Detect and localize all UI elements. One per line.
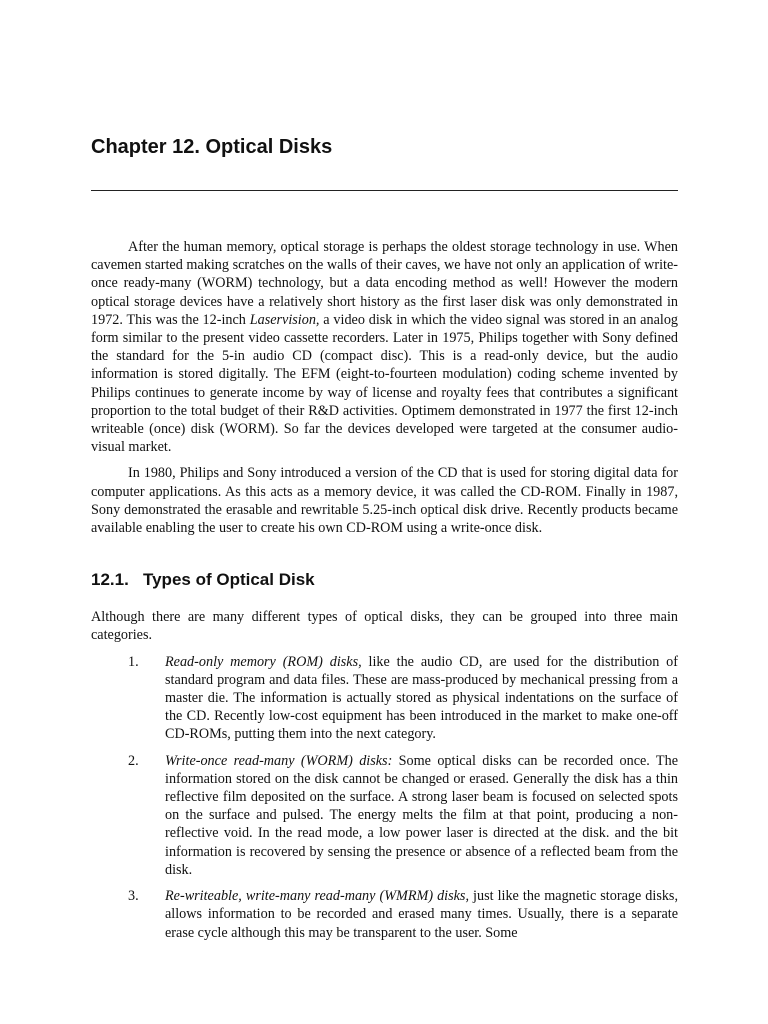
list-item-description: just like the magnetic storage disks, allows information to be recorded and erased many times. Usually, there is a separate erase cycle although this may be transparent to the user. Some xyxy=(165,888,679,941)
list-item-text xyxy=(165,887,678,942)
list-item-term: Read-only memory (ROM) disks, xyxy=(165,653,362,670)
title-divider xyxy=(91,190,678,191)
intro-text-part-1: After the human memory, optical storage is perhaps the oldest storage technology in use. When cavemen started making scratches on the walls of their caves, we have not only an application of write-once ready-many (WORM) technology, but a data encoding method as well! However the modern optical storage devices have a relatively short history as the first laser disk was only demonstrated in 1972. This was the 12-inch xyxy=(91,239,678,328)
list-item-description: like the audio CD, are used for the distribution of standard program and data files. These are mass-produced by mechanical pressing from a master die. The information is actually stored as physical indentations on the surface of the CD. Recently low-cost equipment has been introduced in the market to make one-off CD-ROMs, putting them into the next category. xyxy=(165,653,679,743)
intro-paragraph-1 xyxy=(91,238,678,456)
list-item-term: Write-once read-many (WORM) disks: xyxy=(165,752,393,769)
list-item-rom xyxy=(91,653,678,744)
list-number: 3. xyxy=(128,888,139,905)
list-number: 1. xyxy=(128,653,139,670)
section-lead-paragraph: Although there are many different types of optical disks, they can be grouped into three main categories. xyxy=(91,609,678,644)
list-item-text xyxy=(165,752,678,879)
document-body xyxy=(91,238,678,950)
list-item-description: Some optical disks can be recorded once. The information stored on the disk cannot be changed or erased. Generally the disk has a thin reflective film deposited on the surface. A strong laser beam is focused on selected spots on the surface and pulsed. The energy melts the film at that point, producing a non-reflective void. In the read mode, a low power laser is directed at the disk. and the bit information is recovered by sensing the presence or absence of a reflected beam from the disk. xyxy=(165,752,678,878)
disk-types-list xyxy=(91,653,678,942)
list-item-worm xyxy=(91,752,678,879)
list-item-term: Re-writeable, write-many read-many (WMRM) disks, xyxy=(165,888,470,905)
list-item-text xyxy=(165,653,678,744)
section-heading: 12.1. Types of Optical Disk xyxy=(91,570,315,590)
intro-paragraph-2: In 1980, Philips and Sony introduced a version of the CD that is used for storing digital data for computer applications. As this acts as a memory device, it was called the CD-ROM. Finally in 1987, Sony demonstrated the erasable and rewritable 5.25-inch optical disk drive. Recently products became available enabling the user to create his own CD-ROM using a write-once disk. xyxy=(91,465,678,537)
chapter-title: Chapter 12. Optical Disks xyxy=(91,136,333,158)
laservision-term: Laservision, xyxy=(249,311,320,328)
list-number: 2. xyxy=(128,752,139,769)
intro-text-part-2: a video disk in which the video signal was stored in an analog form similar to the present video cassette recorders. Later in 1975, Philips together with Sony defined the standard for the 5-in audio CD (compact disc). This is a read-only device, but the audio information is stored digitally. The EFM (eight-to-fourteen modulation) coding scheme invented by Philips continues to generate income by way of license and royalty fees that contributes a significant proportion to the total budget of their R&D activities. Optimem demonstrated in 1977 the first 12-inch writeable (once) disk (WORM). So far the devices developed were targeted at the consumer audio-visual market. xyxy=(91,311,679,456)
list-item-wmrm xyxy=(91,887,678,942)
